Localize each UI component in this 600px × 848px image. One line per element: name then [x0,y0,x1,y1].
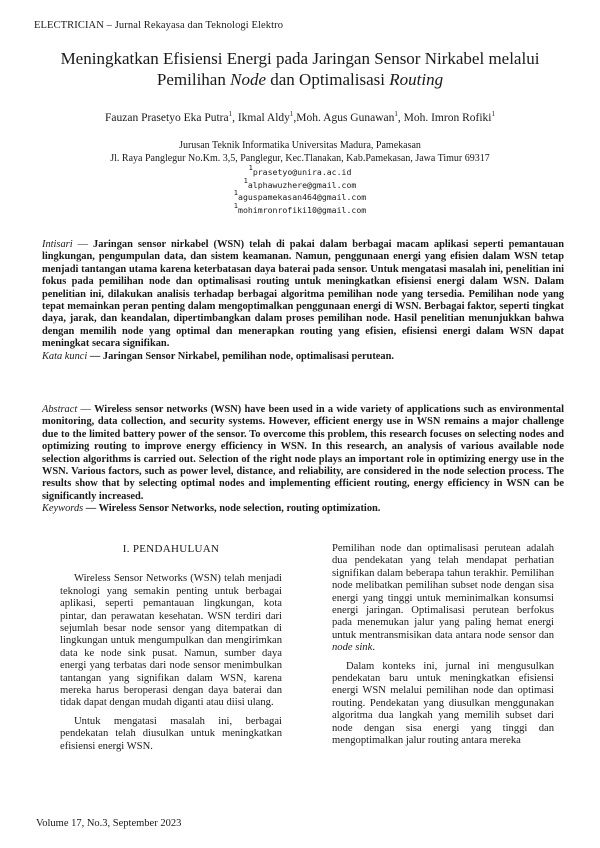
email-4[interactable]: $^1$mohimronrofiki10@gmail.com [233,201,367,215]
intisari-text: Jaringan sensor nirkabel (WSN) telah di pakai dalam berbagai macam aplikasi seperti pemantauan lingkungan, pengumpulan data, dan sistem keamanan. Namun, penggunaan energi yang efisien dalam WSN tetap menjadi tantangan utama karena keterbatasan daya baterai pada sensor. Untuk mengatasi masalah ini, penelitian ini fokus pada pemilihan node dan optimalisasi routing untuk meningkatkan efisiensi energi dalam WSN. Dalam penelitian ini, dilakukan analisis terhadap berbagai algoritma pemilihan node yang tersedia. Pemilihan node yang tepat memainkan peran penting dalam mengoptimalkan penggunaan energi di WSN. Berbagai faktor, seperti tingkat daya, jarak, dan keandalan, dipertimbangkan dalam proses pemilihan node. Hasil penelitian menunjukkan bahwa dengan memilih node yang optimal dan menerapkan routing yang efisien, efisiensi energi dalam WSN dapat meningkat secara signifikan. [42,239,565,350]
kata-kunci-line: Kata kunci — Jaringan Sensor Nirkabel, pemilihan node, optimalisasi perutean. [42,350,394,362]
section-heading-pendahuluan: I. PENDAHULUAN [122,543,220,555]
author-list: Fauzan Prasetyo Eka Putra$^1$, Ikmal Aldy$^1$,Moh. Agus Gunawan$^1$, Moh. Imron Rofiki$^1$ [105,110,495,124]
left-paragraph-1: Wireless Sensor Networks (WSN) telah menjadi teknologi yang semakin penting untuk berbagai aplikasi, seperti pemantauan lingkungan, kota pintar, dan perawatan kesehatan. WSN terdiri dari sejumlah besar node sensor yang ditempatkan di lingkungan untuk mengumpulkan dan mengirimkan data ke node sink pusat. Namun, sumber daya energi yang terbatas dari node sensor menimbulkan tantangan yang signifikan dalam WSN, karena mereka harus beroperasi dengan daya baterai dan tidak dapat dengan mudah diganti atau diisi ulang. [60,573,282,709]
author-4: Moh. Imron Rofiki [403,112,492,124]
affiliation [40,139,560,165]
keywords-text: Wireless Sensor Networks, node selection, routing optimization. [98,503,381,515]
abstract-text: Wireless sensor networks (WSN) have been used in a wide variety of applications such as environmental monitoring, data collection, and security systems. However, efficient energy use in WSN remains a major challenge due to the limited battery power of the sensor. To overcome this problem, this research focuses on selecting nodes and optimizing routing to improve energy efficiency in WSN. In this research, an analysis of various available node selection algorithms is carried out. Selection of the right node plays an important role in optimizing energy use in the WSN. Various factors, such as power level, distance, and reliability, are considered in the node selection process. The results show that by selecting optimal nodes and implementing efficient routing, energy efficiency in WSN can be significantly increased. [42,404,564,502]
affiliation-line-2: Jl. Raya Panglegur No.Km. 3,5, Panglegur, Kec.Tlanakan, Kab.Pamekasan, Jawa Timur 69317 [110,153,490,164]
kata-kunci-text: Jaringan Sensor Nirkabel, pemilihan node, optimalisasi perutean. [102,350,394,362]
author-2: Ikmal Aldy [237,112,290,124]
right-paragraph-2: Dalam konteks ini, jurnal ini mengusulkan pendekatan baru untuk meningkatkan efisiensi energi WSN melalui pemilihan node dan optimasi routing. Pendekatan yang diusulkan menggunakan algoritma dua langkah yang memilih subset dari node dengan sisa energi yang tinggi dan mengoptimalkan jalur routing antara mereka [332,660,554,747]
journal-header: ELECTRICIAN – Jurnal Rekayasa dan Teknologi Elektro [34,20,284,31]
left-column [60,543,282,759]
title-node-italic: Node [230,70,266,89]
email-list [40,166,560,216]
title-line-2: Pemilihan Node dan Optimalisasi Routing [156,70,444,89]
affiliation-line-1: Jurusan Teknik Informatika Universitas Madura, Pamekasan [179,140,421,151]
paper-title [40,48,560,90]
author-3: Moh. Agus Gunawan [296,112,395,124]
email-2[interactable]: $^1$alphawuzhere@gmail.com [243,176,357,190]
email-1[interactable]: $^1$prasetyo@unira.ac.id [248,164,352,177]
title-line-1: Meningkatkan Efisiensi Energi pada Jaringan Sensor Nirkabel melalui [60,49,540,68]
intisari-block: Intisari — Jaringan sensor nirkabel (WSN) telah di pakai dalam berbagai macam aplikasi seperti pemantauan lingkungan, pengumpulan data, dan sistem keamanan. Namun, penggunaan energi yang efisien dalam WSN tetap menjadi tantangan utama karena keterbatasan daya baterai pada sensor. Untuk mengatasi masalah ini, penelitian ini fokus pada pemilihan node dan optimalisasi routing untuk meningkatkan efisiensi energi dalam WSN. Dalam penelitian ini, dilakukan analisis terhadap berbagai algoritma pemilihan node yang tersedia. Pemilihan node yang tepat memainkan peran penting dalam mengoptimalkan penggunaan energi di WSN. Berbagai faktor, seperti tingkat daya, jarak, dan keandalan, dipertimbangkan dalam proses pemilihan node. Hasil penelitian menunjukkan bahwa dengan memilih node yang optimal dan menerapkan routing yang efisien, efisiensi energi dalam WSN dapat meningkat secara signifikan. Kata kunci — Jaringan Sensor Nirkabel, pemilihan node, optimalisasi perutean. [42,239,565,362]
left-paragraph-2: Untuk mengatasi masalah ini, berbagai pendekatan telah diusulkan untuk meningkatkan efisiensi energi WSN. [60,715,282,752]
right-column [332,543,554,754]
right-paragraph-1: Pemilihan node dan optimalisasi perutean adalah dua pendekatan yang telah mendapat perhatian signifikan dalam beberapa tahun terakhir. Pemilihan node melibatkan pemilihan subset node dengan sisa energi yang tinggi untuk meminimalkan konsumsi energi jaringan. Optimalisasi perutean berfokus pada menemukan jalur yang paling hemat energi untuk mentransmisikan data antara node sensor dan node sink. [332,543,554,654]
keywords-line: Keywords — Wireless Sensor Networks, node selection, routing optimization. [42,503,381,515]
footer-volume: Volume 17, No.3, September 2023 [36,818,182,829]
email-3[interactable]: $^1$aguspamekasan464@gmail.com [233,189,367,202]
author-1: Fauzan Prasetyo Eka Putra [105,112,229,124]
title-routing-italic: Routing [389,70,444,89]
abstract-label: Abstract [42,404,78,415]
intisari-label: Intisari [42,239,73,250]
abstract-block: Abstract — Wireless sensor networks (WSN) have been used in a wide variety of applications such as environmental monitoring, data collection, and security systems. However, efficient energy use in WSN remains a major challenge due to the limited battery power of the sensor. To overcome this problem, this research focuses on selecting nodes and optimizing routing to improve energy efficiency in WSN. In this research, an analysis of various available node selection algorithms is carried out. Selection of the right node plays an important role in optimizing energy use in the WSN. Various factors, such as power level, distance, and reliability, are considered in the node selection process. The results show that by selecting optimal nodes and implementing efficient routing, energy efficiency in WSN can be significantly increased. Keywords — Wireless Sensor Networks, node selection, routing optimization. [42,404,564,515]
